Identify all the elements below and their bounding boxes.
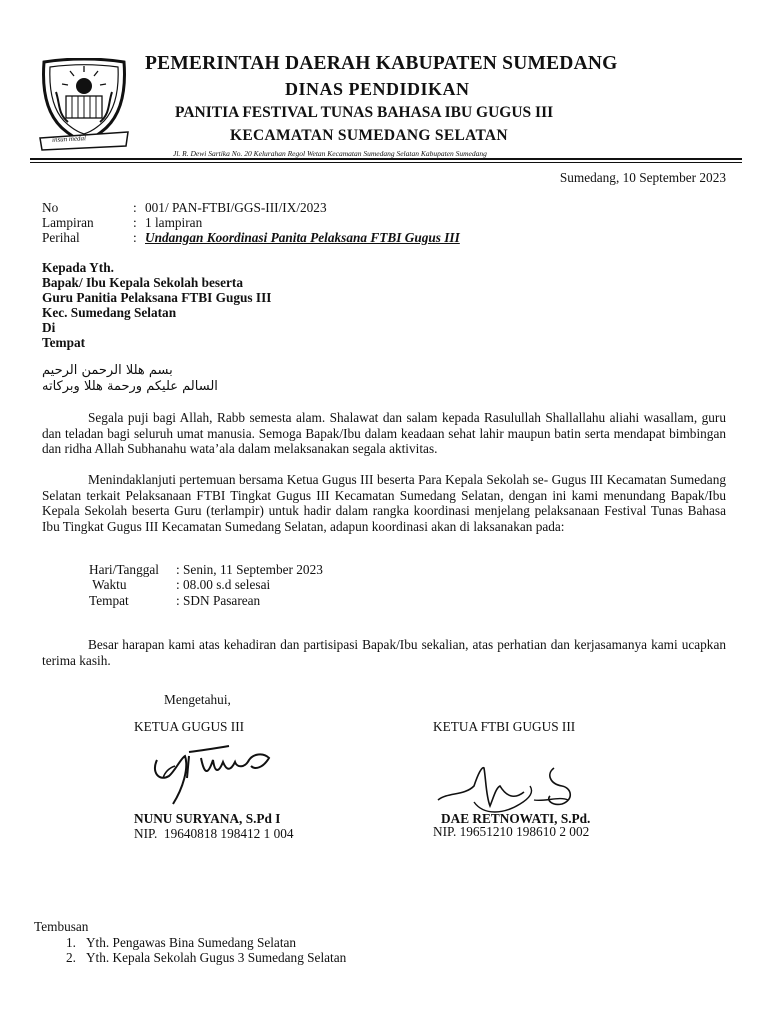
meta-attachment-label: Lampiran <box>42 215 94 230</box>
closing-paragraph <box>42 637 726 668</box>
recipient-line: Kepada Yth. <box>42 260 114 275</box>
schedule-label: Hari/Tanggal <box>89 562 159 577</box>
schedule-value: : Senin, 11 September 2023 <box>176 562 323 577</box>
cc-item-text: Yth. Kepala Sekolah Gugus 3 Sumedang Selatan <box>85 950 347 965</box>
right-signatory-name: DAE RETNOWATI, S.Pd. <box>441 811 591 826</box>
meta-number-label: No <box>42 200 59 215</box>
body-paragraph <box>42 472 726 534</box>
recipient-line: Di <box>42 320 56 335</box>
letterhead-divider-thin <box>30 162 742 163</box>
left-signatory-name: NUNU SURYANA, S.Pd I <box>134 811 281 826</box>
letter-date: Sumedang, 10 September 2023 <box>559 170 726 185</box>
schedule-value: : SDN Pasarean <box>176 593 261 608</box>
recipient-line: Guru Panitia Pelaksana FTBI Gugus III <box>42 290 272 305</box>
meta-attachment-value: 1 lampiran <box>145 215 203 230</box>
recipient-line: Bapak/ Ibu Kepala Sekolah beserta <box>42 275 243 290</box>
cc-item: 2. Yth. Kepala Sekolah Gugus 3 Sumedang Selatan <box>66 950 347 965</box>
letterhead-district: KECAMATAN SUMEDANG SELATAN <box>230 127 508 144</box>
left-signatory-title: KETUA GUGUS III <box>134 719 245 734</box>
left-signature-image <box>145 738 275 810</box>
meta-subject-label: Perihal <box>42 230 80 245</box>
recipient-line: Tempat <box>42 335 86 350</box>
logo-motto: insun medal <box>51 134 87 144</box>
letterhead-committee: PANITIA FESTIVAL TUNAS BAHASA IBU GUGUS III <box>175 104 554 121</box>
greeting-salam: السالم عليكم ورحمة هللا وبركاته <box>42 379 218 394</box>
acknowledged-label: Mengetahui, <box>164 692 231 707</box>
schedule-label: Waktu <box>89 577 127 592</box>
letterhead-address: Jl. R. Dewi Sartika No. 20 Kelurahan Regol Wetan Kecamatan Sumedang Selatan Kabupaten Sumedang <box>173 149 487 158</box>
meta-number-sep: : <box>133 200 137 215</box>
meta-subject-sep: : <box>133 230 137 245</box>
schedule-value: : 08.00 s.d selesai <box>176 577 271 592</box>
body-paragraph-text: Segala puji bagi Allah, Rabb semesta alam. Shalawat dan salam kepada Rasulullah Shallallahu aliahi wasallam, guru dan teladan bagi seluruh umat manusia. Semoga Bapak/Ibu dalam keadaan sehat lahir maupun batin serta mendapat bimbingan dan ridha Allah Subhanahu wata’ala dalam melaksanakan segala aktivitas. <box>42 410 726 456</box>
meta-subject-value: Undangan Koordinasi Panita Pelaksana FTBI Gugus III <box>145 230 460 245</box>
regency-logo <box>34 58 134 154</box>
closing-paragraph-text: Besar harapan kami atas kehadiran dan partisipasi Bapak/Ibu sekalian, atas perhatian dan kerjasamanya kami ucapkan terima kasih. <box>42 637 726 668</box>
schedule-label: Tempat <box>89 593 129 608</box>
basmalah: بسم هللا الرحمن الرحيم <box>42 363 173 378</box>
right-signatory-title: KETUA FTBI GUGUS III <box>433 719 576 734</box>
letterhead-divider-thick <box>30 158 742 160</box>
cc-item-text: Yth. Pengawas Bina Sumedang Selatan <box>85 935 297 950</box>
meta-attachment-sep: : <box>133 215 137 230</box>
cc-heading: Tembusan <box>34 919 89 934</box>
body-paragraph-text: Menindaklanjuti pertemuan bersama Ketua Gugus III beserta Para Kepala Sekolah se- Gugus III Kecamatan Sumedang Selatan terkait Pelaksanaan FTBI Tingkat Gugus III Kecamatan Sumedang Selatan, dengan ini kami menundang Bapak/Ibu Kepala Sekolah beserta Guru (terlampir) untuk hadir dalam rangka koordinasi menjelang pelaksanaan Festival Tunas Bahasa Ibu Tingkat Gugus III Kecamatan Sumedang Selatan, adapun koordinasi akan di laksanakan pada: <box>42 472 726 534</box>
meta-number-value: 001/ PAN-FTBI/GGS-III/IX/2023 <box>145 200 327 215</box>
letterhead-government: PEMERINTAH DAERAH KABUPATEN SUMEDANG <box>145 53 618 74</box>
letterhead-agency: DINAS PENDIDIKAN <box>285 79 470 99</box>
body-paragraph <box>42 410 726 457</box>
recipient-line: Kec. Sumedang Selatan <box>42 305 177 320</box>
right-signatory-nip: NIP. 19651210 198610 2 002 <box>433 824 590 839</box>
cc-item: 1. Yth. Pengawas Bina Sumedang Selatan <box>66 935 297 950</box>
left-signatory-nip: NIP. 19640818 198412 1 004 <box>134 826 294 841</box>
